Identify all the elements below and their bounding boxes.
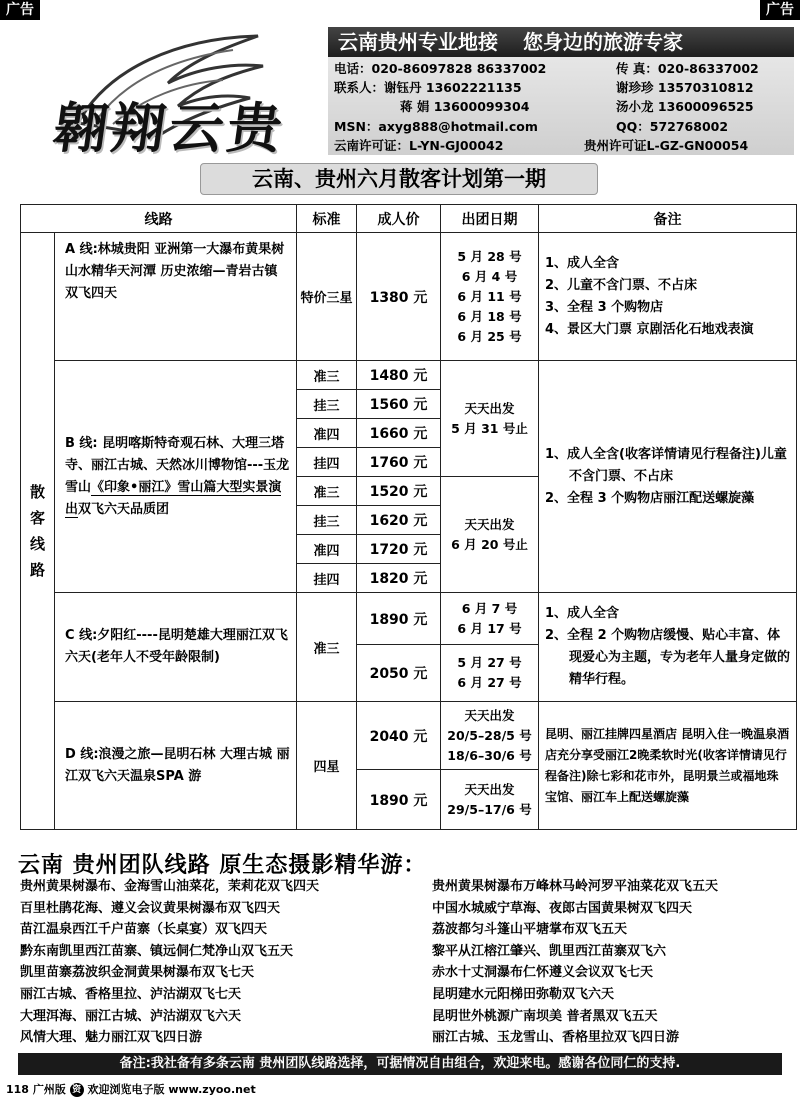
date-item: 6 月 25 号 <box>457 328 522 344</box>
header-route: 线路 <box>21 205 297 233</box>
date-item: 5 月 28 号 <box>457 248 522 264</box>
category-char: 线 <box>29 535 45 553</box>
table-row <box>21 361 797 390</box>
qq-value: 572768002 <box>649 119 729 134</box>
table-row <box>21 702 797 770</box>
list-item: 中国水城威宁草海、夜郎古国黄果树双飞四天 <box>432 900 693 916</box>
list-item: 大理洱海、丽江古城、泸沽湖双飞六天 <box>20 1008 242 1024</box>
fax-label: 传 真： <box>616 61 658 76</box>
list-item: 黎平从江榕江肇兴、凯里西江苗寨双飞六 <box>432 943 667 959</box>
route-d-dates-2 <box>441 770 539 830</box>
contact-phone: 13602221135 <box>425 80 522 95</box>
route-b-price: 1560 元 <box>357 390 441 419</box>
page-number: 118 <box>6 1083 29 1096</box>
route-d-description: D 线:浪漫之旅—昆明石林 大理古城 丽江双飞六天温泉SPA 游 <box>55 702 297 830</box>
list-item: 风情大理、魅力丽江双飞四日游 <box>20 1030 203 1046</box>
contact-phone: 13600099304 <box>433 99 530 114</box>
route-a-dates <box>441 233 539 361</box>
contact-name: 蒋 娟 <box>400 99 430 114</box>
msn-value: axyg888@hotmail.com <box>378 119 538 134</box>
list-item: 昆明世外桃源广南坝美 普者黑双飞五天 <box>432 1008 658 1024</box>
note-item: 1、成人全含(收客详情请见行程备注)儿童不含门票、不占床 <box>545 446 787 484</box>
route-c-price-2: 2050 元 <box>357 645 441 702</box>
route-b-price: 1760 元 <box>357 448 441 477</box>
contact-person-row-1 <box>334 78 522 96</box>
ad-label-left: 广告 <box>0 0 40 20</box>
contact-name: 谢钰丹 <box>384 80 422 95</box>
route-a-standard: 特价三星 <box>297 233 357 361</box>
route-b-standard: 挂三 <box>297 390 357 419</box>
route-a-price: 1380 元 <box>357 233 441 361</box>
note-item: 2、儿童不含门票、不占床 <box>545 277 698 293</box>
route-b-price: 1480 元 <box>357 361 441 390</box>
route-c-description: C 线:夕阳红----昆明楚雄大理丽江双飞六天(老年人不受年龄限制) <box>55 593 297 702</box>
group-routes-left <box>20 876 319 1049</box>
contact-person-row-3 <box>400 97 529 115</box>
route-c-standard: 准三 <box>297 593 357 702</box>
date-item: 6 月 17 号 <box>457 620 522 636</box>
list-item: 贵州黄果树瀑布、金海雪山油菜花，茉莉花双飞四天 <box>20 879 320 894</box>
list-item: 荔波都匀斗篷山平塘掌布双飞五天 <box>432 922 628 938</box>
fax-value: 020-86337002 <box>657 61 759 76</box>
list-item: 黔东南凯里西江苗寨、镇远侗仁梵净山双飞五天 <box>20 943 294 959</box>
qq-row <box>616 117 728 135</box>
route-c-price-1: 1890 元 <box>357 593 441 645</box>
contact-person-row-2 <box>616 78 754 96</box>
contact-name: 谢珍珍 <box>616 80 654 95</box>
route-d-notes: 昆明、丽江挂牌四星酒店 昆明入住一晚温泉酒店充分享受丽江2晚柔软时光(收客详情请见行程备注)除七彩和花市外，昆明景兰或福地珠宝馆、丽江车上配送螺旋藻 <box>539 702 797 830</box>
license-guizhou: 贵州许可证L-GZ-GN00054 <box>584 138 749 153</box>
note-item: 2、全程 3 个购物店丽江配送螺旋藻 <box>545 490 755 506</box>
route-b-price: 1820 元 <box>357 564 441 593</box>
route-b-highlight: 《印象•丽江》雪山篇大型实景演出 <box>65 479 282 517</box>
contact-phone: 13570310812 <box>657 80 754 95</box>
date-item: 6 月 11 号 <box>457 288 522 304</box>
date-item: 5 月 27 号 <box>457 655 522 670</box>
date-item: 5 月 31 号止 <box>451 420 528 436</box>
date-item: 天天出发 <box>464 781 515 797</box>
route-d-standard: 四星 <box>297 702 357 830</box>
route-b-standard: 挂四 <box>297 448 357 477</box>
phone-row <box>334 59 546 77</box>
route-c-dates-1 <box>441 593 539 645</box>
route-a-description: A 线:林城贵阳 亚洲第一大瀑布黄果树 山水精华天河潭 历史浓缩—青岩古镇双飞四天 <box>55 233 297 361</box>
date-item: 6 月 7 号 <box>461 600 518 616</box>
header-notes: 备注 <box>539 205 797 233</box>
route-c-notes <box>539 593 797 702</box>
contact-panel <box>328 57 794 155</box>
list-item: 丽江古城、玉龙雪山、香格里拉双飞四日游 <box>432 1030 680 1046</box>
remark-bar: 备注:我社备有多条云南 贵州团队线路选择，可据情况自由组合，欢迎来电。感谢各位同仁的支持. <box>18 1053 782 1075</box>
plan-title: 云南、贵州六月散客计划第一期 <box>200 163 598 195</box>
route-b-price: 1620 元 <box>357 506 441 535</box>
route-b-standard: 准四 <box>297 535 357 564</box>
route-b-price: 1720 元 <box>357 535 441 564</box>
list-item: 凯里苗寨荔波织金洞黄果树瀑布双飞七天 <box>20 965 255 981</box>
route-b-dates-2 <box>441 477 539 593</box>
route-a-notes <box>539 233 797 361</box>
date-item: 6 月 20 号止 <box>451 536 528 552</box>
group-routes-title: 云南 贵州团队线路 原生态摄影精华游： <box>18 853 427 878</box>
route-c-dates-2 <box>441 645 539 702</box>
route-b-text: B 线: 昆明喀斯特奇观石林、大理三塔寺、丽江古城、天然冰川博物馆---玉龙雪山 <box>65 435 290 495</box>
date-item: 18/6–30/6 号 <box>447 747 532 763</box>
date-item: 6 月 18 号 <box>457 308 522 324</box>
brand-slogan: 云南贵州专业地接 您身边的旅游专家 <box>328 27 794 57</box>
date-item: 29/5–17/6 号 <box>447 801 532 817</box>
msn-label: MSN： <box>334 119 379 134</box>
note-item: 3、全程 3 个购物店 <box>545 299 664 315</box>
table-header-row <box>21 205 797 233</box>
fax-row <box>616 59 759 77</box>
note-item: 1、成人全含 <box>545 255 620 271</box>
qq-label: QQ： <box>616 119 650 134</box>
list-item: 贵州黄果树瀑布万峰林马岭河罗平油菜花双飞五天 <box>432 879 719 894</box>
category-char: 散 <box>29 483 45 501</box>
ad-label-right: 广告 <box>760 0 800 20</box>
category-label <box>21 479 54 583</box>
note-item: 4、景区大门票 京剧活化石地戏表演 <box>545 321 754 337</box>
list-item: 丽江古城、香格里拉、泸沽湖双飞七天 <box>20 986 242 1002</box>
route-d-dates-1 <box>441 702 539 770</box>
list-item: 百里杜鹃花海、遵义会议黄果树瀑布双飞四天 <box>20 900 281 916</box>
header-date: 出团日期 <box>441 205 539 233</box>
date-item: 6 月 27 号 <box>457 675 522 690</box>
date-item: 天天出发 <box>464 516 515 532</box>
route-b-standard: 挂四 <box>297 564 357 593</box>
table-row <box>21 233 797 361</box>
route-b-price: 1660 元 <box>357 419 441 448</box>
msn-row <box>334 117 538 135</box>
category-char: 路 <box>29 561 45 579</box>
date-item: 20/5–28/5 号 <box>447 727 532 743</box>
contact-name: 汤小龙 <box>616 99 654 114</box>
route-b-price: 1520 元 <box>357 477 441 506</box>
list-item: 赤水十丈洞瀑布仁怀遵义会议双飞七天 <box>432 965 654 981</box>
footer-website[interactable]: 欢迎浏览电子版 www.zyoo.net <box>87 1083 256 1096</box>
group-routes-right <box>432 876 718 1049</box>
contact-person-row-4 <box>616 97 754 115</box>
category-cell <box>21 233 55 830</box>
contacts-label: 联系人： <box>334 80 385 95</box>
page-footer <box>6 1081 256 1097</box>
header-standard: 标准 <box>297 205 357 233</box>
date-item: 6 月 4 号 <box>461 268 518 284</box>
phone-value: 020-86097828 86337002 <box>371 61 547 76</box>
route-b-standard: 挂三 <box>297 506 357 535</box>
route-b-standard: 准四 <box>297 419 357 448</box>
license-yunnan: 云南许可证：L-YN-GJ00042 <box>334 138 504 153</box>
contact-phone: 13600096525 <box>657 99 754 114</box>
edition-label: 广州版 <box>32 1083 66 1096</box>
date-item: 天天出发 <box>464 707 515 723</box>
note-item: 2、全程 2 个购物店缓慢、贴心丰富、体现爱心为主题，专为老年人量身定做的精华行程。 <box>545 628 791 687</box>
category-char: 客 <box>29 509 45 527</box>
route-b-dates-1 <box>441 361 539 477</box>
brand-logo <box>18 28 318 158</box>
route-b-standard: 准三 <box>297 361 357 390</box>
phone-label: 电话： <box>334 61 372 76</box>
list-item: 昆明建水元阳梯田弥勒双飞六天 <box>432 986 615 1002</box>
brand-name: 翱翔云贵 <box>49 96 291 160</box>
table-row <box>21 593 797 645</box>
schedule-table <box>20 204 797 830</box>
date-item: 天天出发 <box>464 400 515 416</box>
route-d-price-2: 1890 元 <box>357 770 441 830</box>
list-item: 苗江温泉西江千户苗寨（长桌宴）双飞四天 <box>20 922 268 938</box>
route-b-standard: 准三 <box>297 477 357 506</box>
zyoo-logo-icon: 资 <box>70 1083 84 1097</box>
route-b-notes <box>539 361 797 593</box>
header-price: 成人价 <box>357 205 441 233</box>
route-d-price-1: 2040 元 <box>357 702 441 770</box>
note-item: 1、成人全含 <box>545 606 620 621</box>
route-b-text-end: 双飞六天品质团 <box>78 501 170 517</box>
route-b-description <box>55 361 297 593</box>
